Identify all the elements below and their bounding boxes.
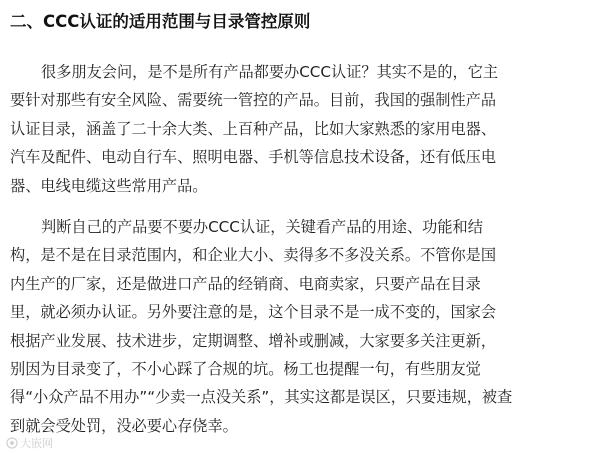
paragraph-line: 要针对那些有安全风险、需要统一管控的产品。目前，我国的强制性产品 <box>10 91 496 110</box>
watermark-text: 大嵌网 <box>20 437 53 450</box>
paragraph-line: 里，就必须办认证。另外要注意的是，这个目录不是一成不变的，国家会 <box>10 303 496 322</box>
paragraph-line: 汽车及配件、电动自行车、照明电器、手机等信息技术设备，还有低压电 <box>10 148 496 167</box>
paragraph-line: 很多朋友会问，是不是所有产品都要办CCC认证？其实不是的，它主 <box>41 63 499 81</box>
paragraph-line: 根据产业发展、技术进步，定期调整、增补或删减，大家要多关注更新， <box>10 331 496 350</box>
paragraph-line: 构，是不是在目录范围内，和企业大小、卖得多不多没关系。不管你是国 <box>10 246 496 265</box>
paragraph-line: 内生产的厂家，还是做进口产品的经销商、电商卖家，只要产品在目录 <box>10 274 481 293</box>
paragraph-line: 到就会受处罚，没必要心存侥幸。 <box>10 416 238 435</box>
paragraph-line: 得“小众产品不用办”“少卖一点没关系”，其实这都是误区，只要违规，被查 <box>10 388 513 407</box>
paragraph-2 <box>10 213 596 440</box>
paragraph-1 <box>10 58 596 200</box>
paragraph-line: 认证目录，涵盖了二十余大类、上百种产品，比如大家熟悉的家用电器、 <box>10 119 496 138</box>
section-heading: 二、CCC认证的适用范围与目录管控原则 <box>10 12 311 31</box>
paragraph-line: 别因为目录变了，不小心踩了合规的坑。杨工也提醒一句，有些朋友觉 <box>10 359 481 378</box>
paragraph-line: 器、电线电缆这些常用产品。 <box>10 176 208 195</box>
paragraph-line: 判断自己的产品要不要办CCC认证，关键看产品的用途、功能和结 <box>41 218 483 236</box>
watermark <box>6 435 53 451</box>
watermark-logo-icon <box>6 437 18 449</box>
